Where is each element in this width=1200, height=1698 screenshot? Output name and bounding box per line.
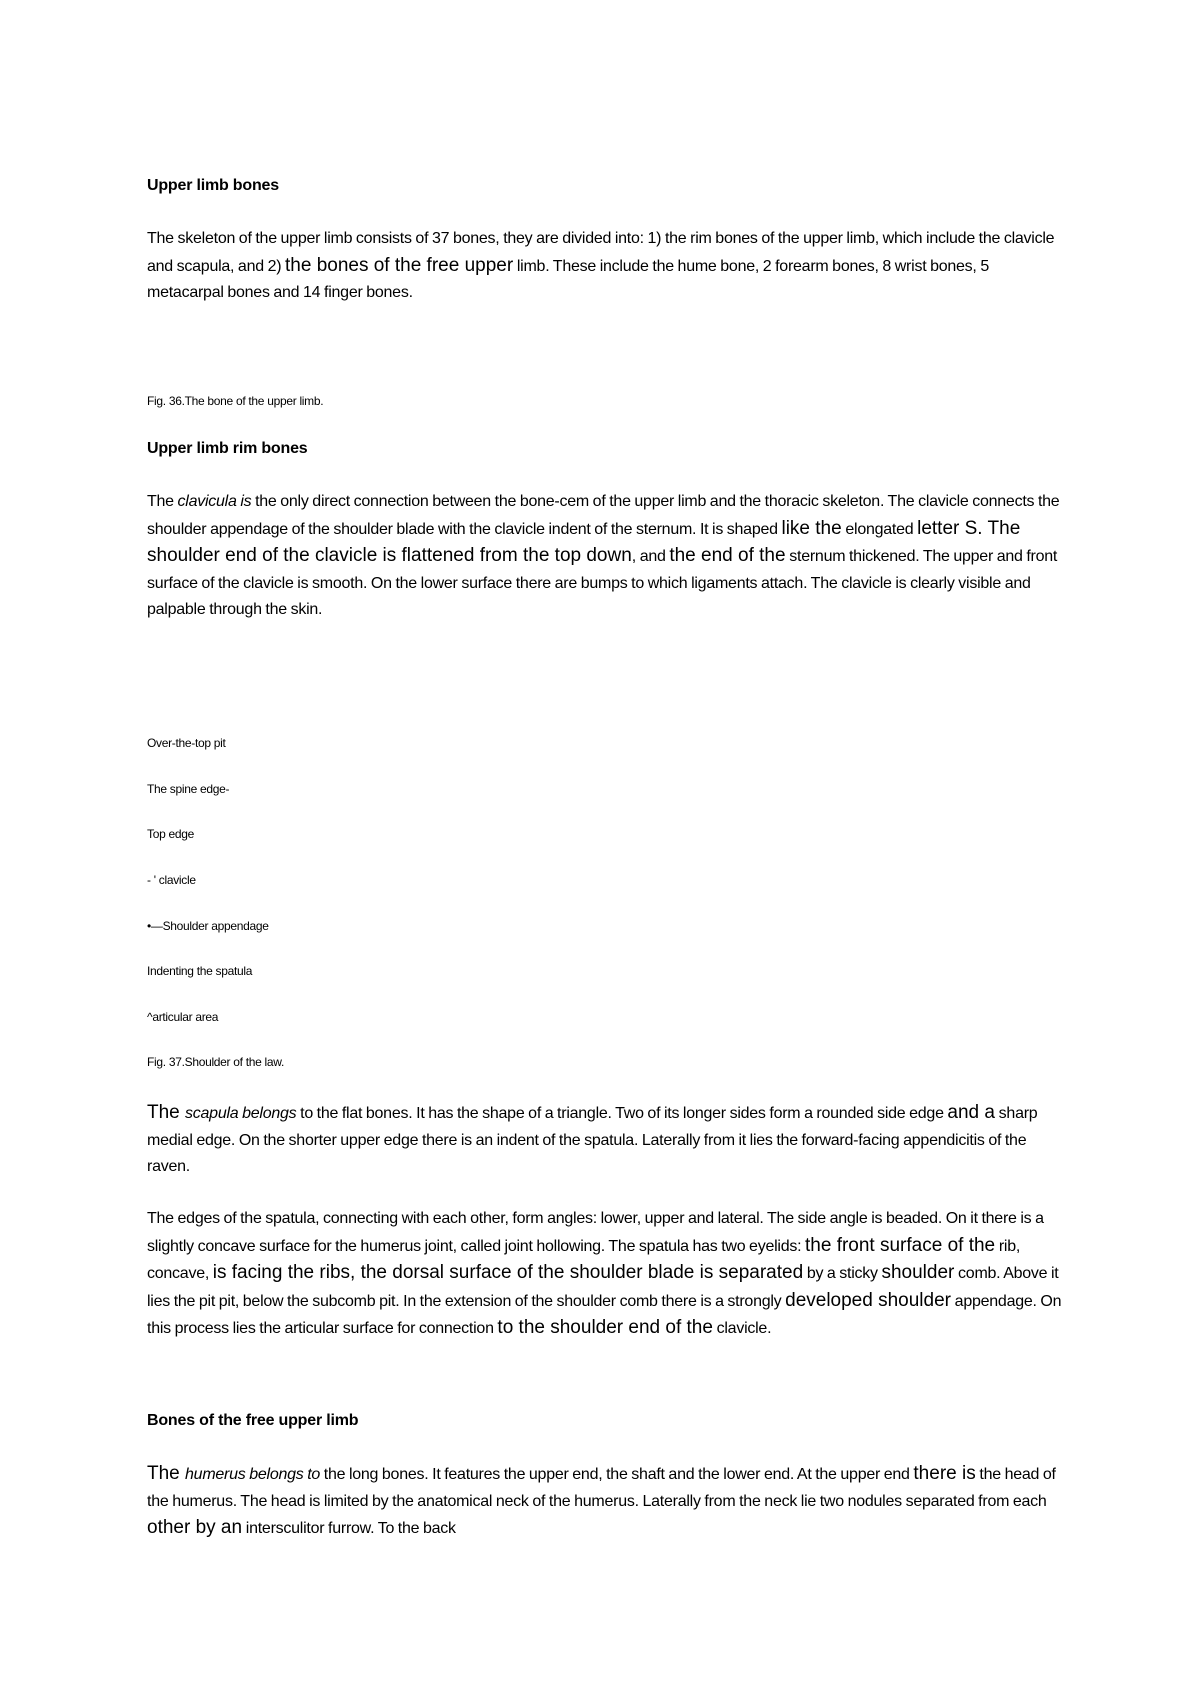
heading-upper-limb-bones: Upper limb bones: [147, 177, 279, 194]
text-run: is facing the ribs, the dorsal surface of the shoulder blade is separated: [212, 1262, 804, 1283]
heading-rim-bones: Upper limb rim bones: [147, 440, 308, 457]
paragraph-scapula: [147, 1100, 1062, 1181]
text-run: the only direct connection between the bone-cem of the upper limb and the thoracic skeleton. The clavicle connects the shoulder appendage of the shoulder blade with the clavicle indent of the sternum. It is shaped: [147, 493, 1060, 538]
figure-label: •—Shoulder appendage: [147, 919, 269, 933]
text-run-italic: clavicula is: [177, 493, 252, 510]
text-run: limb. These include the hume bone, 2 forearm bones, 8 wrist bones, 5 metacarpal bones and 14 finger bones.: [147, 257, 989, 301]
text-run: appendage. On this process lies the articular surface for connection: [147, 1292, 1062, 1337]
text-run: to the shoulder end of the: [497, 1317, 713, 1338]
text-run-italic: humerus belongs to: [185, 1466, 321, 1483]
text-run: The: [147, 1102, 186, 1123]
text-run: there is: [913, 1463, 976, 1484]
text-run: The: [147, 493, 178, 510]
text-run: and a: [947, 1102, 995, 1123]
text-run: The edges of the spatula, connecting with each other, form angles: lower, upper and lateral. The side angle is beaded. On it there is a slightly concave surface for the humerus joint, called joint hollowing. The spatula has two eyelids:: [147, 1210, 1044, 1255]
text-run: The: [147, 1463, 186, 1484]
paragraph-clavicle: [147, 489, 1062, 624]
text-run-italic: scapula belongs: [185, 1105, 297, 1122]
heading-free-upper-limb: Bones of the free upper limb: [147, 1412, 359, 1429]
figure-caption-36: Fig. 36.The bone of the upper limb.: [147, 394, 324, 408]
text-run: clavicle.: [712, 1320, 772, 1337]
figure-label: Indenting the spatula: [147, 964, 253, 978]
figure-label: ^articular area: [147, 1010, 219, 1024]
text-run: the head of the humerus. The head is limited by the anatomical neck of the humerus. Laterally from the neck lie two nodules separated from each: [147, 1466, 1056, 1510]
text-run: sternum thickened. The upper and front surface of the clavicle is smooth. On the lower surface there are bumps to which ligaments attach. The clavicle is clearly visible and palpable through the skin.: [147, 548, 1058, 618]
text-run: like the: [781, 517, 842, 539]
paragraph-spatula-edges: [147, 1206, 1062, 1343]
text-run: comb. Above it lies the pit pit, below the subcomb pit. In the extension of the shoulder comb there is a strongly: [147, 1265, 1059, 1310]
text-run: , and: [631, 548, 670, 565]
text-run: shoulder: [881, 1262, 955, 1283]
text-run: to the flat bones. It has the shape of a triangle. Two of its longer sides form a rounded side edge: [296, 1105, 948, 1122]
text-run: by a sticky: [803, 1265, 882, 1282]
text-run: elongated: [841, 520, 918, 538]
text-run: the long bones. It features the upper end, the shaft and the lower end. At the upper end: [320, 1466, 914, 1483]
text-run: letter S. The shoulder end of the clavicle is flattened from the top down: [147, 517, 1021, 566]
figure-label: Over-the-top pit: [147, 736, 226, 750]
text-run: intersculitor furrow. To the back: [242, 1520, 456, 1537]
figure-label: - ' clavicle: [147, 873, 196, 887]
text-run: developed shoulder: [785, 1289, 951, 1311]
figure-label: The spine edge-: [147, 782, 230, 796]
text-run: rib, concave,: [147, 1237, 1021, 1282]
text-run: The skeleton of the upper limb consists of 37 bones, they are divided into: 1) the rim bones of the upper limb, which include the clavicle and scapula, and 2): [147, 230, 1055, 275]
figure-caption-37: Fig. 37.Shoulder of the law.: [147, 1055, 285, 1069]
text-run: the front surface of the: [805, 1234, 996, 1256]
text-run: the bones of the free upper: [285, 254, 514, 276]
text-run: other by an: [147, 1517, 243, 1538]
figure-label: Top edge: [147, 827, 194, 841]
text-run: sharp medial edge. On the shorter upper edge there is an indent of the spatula. Laterally from it lies the forward-facing appendicitis of the raven.: [147, 1105, 1038, 1175]
text-run: the end of the: [669, 545, 786, 566]
paragraph-humerus: [147, 1461, 1062, 1543]
paragraph-intro: [147, 226, 1062, 307]
